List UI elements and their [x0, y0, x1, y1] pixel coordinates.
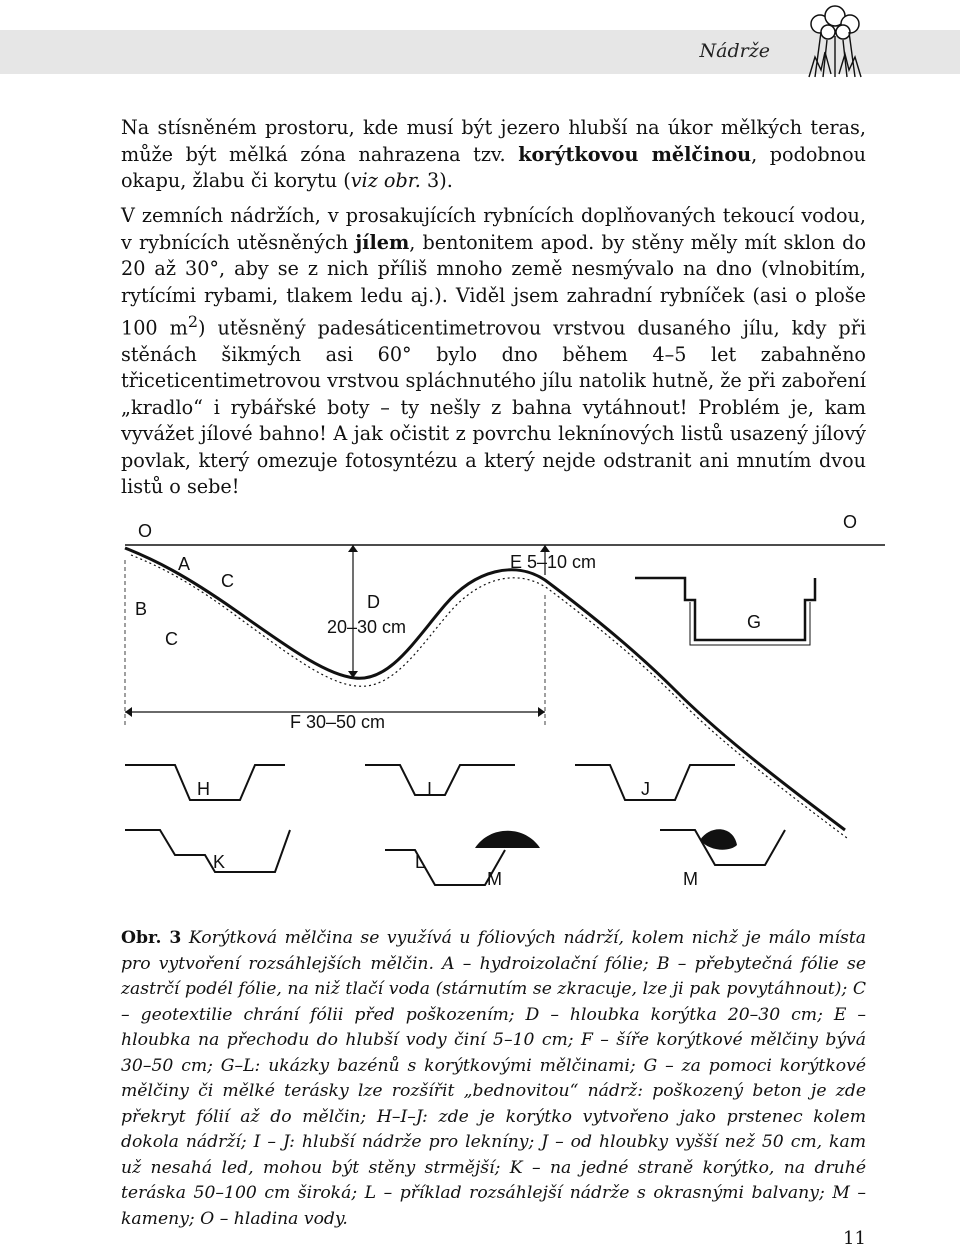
example-g-shape	[635, 578, 815, 640]
label-l: L	[415, 852, 426, 872]
geotextile-curve	[131, 555, 847, 838]
example-k-shape	[125, 830, 290, 872]
pond-cross-section-diagram	[115, 500, 895, 910]
caption-text: Korýtková mělčina se využívá u fóliových nádrží, kolem nichž je málo místa pro vytvoření rozsáhlejších mělčin. A – hydroizolační fólie; B – přebytečná fólie se zastrčí podél fólie, na niž tlačí voda (stárnutím se zkracuje, lze ji pak povytáhnout); C – geotextilie chrání fólii před poškozením; D – hloubka korýtka 20–30 cm; E – hloubka na přechodu do hlubší vody činí 5–10 cm; F – šíře korýtkové mělčiny bývá 30–50 cm; G–L: ukázky bazénů s korýtkovými mělčinami; G – za pomoci korýtkové mělčiny či mělké terásky lze rozšířit „bednovitou“ nádrž: poškozený beton je zde překryt fólií až do mělčin; H–I–J: zde je korýtko vytvořeno jako prstenec kolem dokola nádrží; I – J: hlubší nádrže pro lekníny; J – od hloubky vyšší než 50 cm, kam už nesahá led, mohou být stěny strmější; K – na jedné straně korýtko, na druhé teráska 50–100 cm široká; L – příklad rozsáhlejší nádrže s okrasnými balvany; M – kameny; O – hladina vody.	[121, 928, 866, 1229]
label-h: H	[197, 779, 210, 799]
label-c-upper: C	[221, 571, 234, 591]
label-o-right: O	[843, 512, 858, 532]
paragraph-1: Na stísněném prostoru, kde musí být jezero hlubší na úkor mělkých teras, může být mělká zóna nahrazena tzv. korýtkovou mělčinou, podobnou okapu, žlabu či korytu (viz obr. 3).	[121, 116, 866, 192]
caption-prefix: Obr. 3	[121, 928, 182, 948]
bold-term-jilem: jílem	[355, 230, 410, 254]
label-d: D	[367, 592, 380, 612]
example-i-shape	[365, 765, 515, 795]
figure-caption	[121, 926, 866, 1232]
label-m-first: M	[487, 869, 502, 889]
label-o-left: O	[138, 521, 153, 541]
paragraph-2: V zemních nádržích, v prosakujících rybnících doplňovaných tekoucí vodou, v rybnících utěsněných jílem, bentonitem apod. by stěny měly mít sklon do 20 až 30°, aby se z nich příliš mnoho země nesmývalo na dno (vlnobitím, rytícími rybami, tlakem ledu aj.). Viděl jsem zahradní rybníček (asi o ploše 100 $m^2$) utěsněný padesáticentimetrovou vrstvou dusaného jílu, kdy při stěnách šikmých asi 60° bylo dno během 4–5 let zabahněno třiceticentimetrovou vrstvou spláchnutého jílu natolik hutně, že při zaboření „kradlo“ i rybářské boty – ty nešly z bahna vytáhnout! Problém je, kam vyvážet jílové bahno! A jak očistit z povrchu leknínových listů usazený jílový povlak, který omezuje fotosyntézu a který nejde odstranit ani mnutím dvou listů o sebe!	[121, 204, 866, 499]
label-a: A	[178, 554, 191, 574]
label-k: K	[213, 852, 226, 872]
label-b: B	[135, 599, 148, 619]
flower-plant-logo-icon	[795, 2, 875, 82]
label-e: E 5–10 cm	[510, 552, 597, 572]
label-j: J	[641, 779, 650, 799]
bold-term-korytkova-melcina: korýtkovou mělčinou	[518, 142, 752, 166]
example-j-shape	[575, 765, 735, 800]
label-g: G	[747, 612, 762, 632]
running-header-title: Nádrže	[699, 40, 770, 62]
label-d-range: 20–30 cm	[327, 617, 407, 637]
label-c-lower: C	[165, 629, 178, 649]
label-m-second: M	[683, 869, 698, 889]
label-i: I	[427, 779, 433, 799]
stone-m1	[475, 831, 540, 848]
label-f: F 30–50 cm	[290, 712, 386, 732]
page-number: 11	[843, 1228, 866, 1249]
